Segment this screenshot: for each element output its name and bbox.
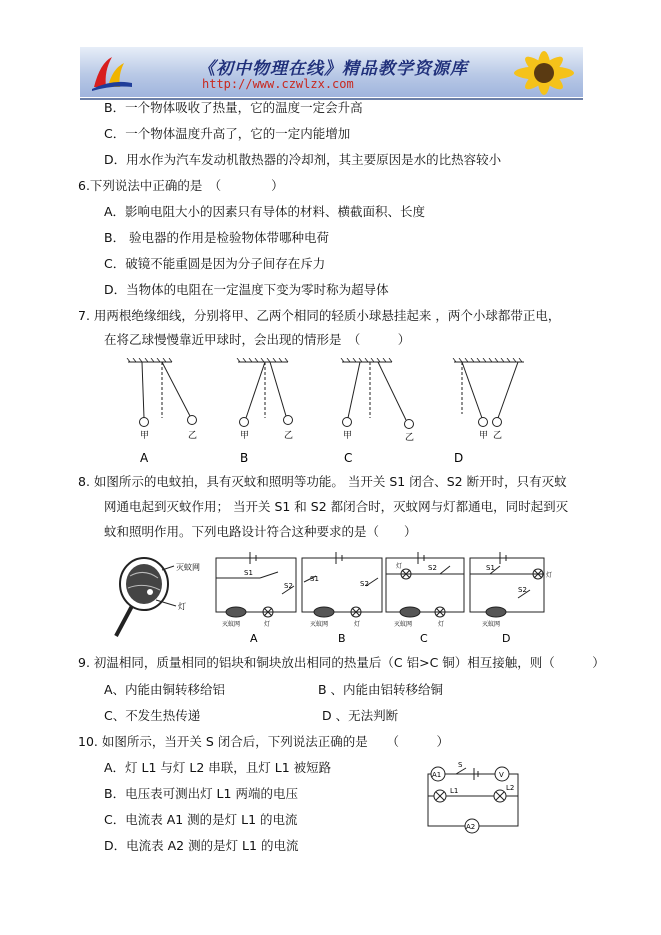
q10-option-c: C．电流表 A1 测的是灯 L1 的电流 [104, 812, 298, 827]
mosquito-swatter-icon [116, 558, 176, 636]
q10-s-label: S [458, 761, 463, 769]
q7-option-c-diagram [341, 358, 414, 429]
q10-l1-label: L1 [450, 787, 459, 795]
site-logo-icon [90, 53, 134, 93]
q8d-lamp: 灯 [546, 572, 553, 579]
q8-circuit-c [386, 552, 464, 617]
q8b-s1: S1 [310, 575, 319, 583]
q6-stem: 6.下列说法中正确的是 （ ） [78, 178, 284, 193]
q8-stem: 8. 如图所示的电蚊拍，具有灭蚊和照明等功能。 当开关 S1 闭合、S2 断开时，只有灭蚊 [78, 474, 567, 489]
q7-ball-label: 乙 [405, 433, 415, 443]
q8-label-b: B [338, 632, 346, 645]
q7-label-b: B [240, 451, 249, 465]
q7-ball-label: 甲 [240, 431, 250, 441]
q10-a2-label: A2 [466, 823, 476, 831]
q9-option-b: B 、内能由铝转移给铜 [318, 682, 444, 697]
q10-v-label: V [499, 771, 504, 779]
swatter-net-label: 灭蚊网 [176, 563, 200, 572]
q8d-s1: S1 [486, 564, 495, 572]
q5-option-c: C．一个物体温度升高了，它的一定内能增加 [104, 126, 351, 141]
q6-option-a: A．影响电阻大小的因素只有导体的材料、横截面积、长度 [104, 204, 426, 219]
q8a-lamp: 灯 [264, 621, 271, 628]
q10-circuit-figure [420, 760, 530, 840]
q7-figure [120, 358, 540, 468]
q9-option-a: A、内能由铜转移给铝 [104, 682, 226, 697]
q10-option-b: B．电压表可测出灯 L1 两端的电压 [104, 786, 298, 801]
q8-stem-line2: 网通电起到灭蚊作用； 当开关 S1 和 S2 都闭合时，灭蚊网与灯都通电，同时起到灭 [104, 499, 569, 514]
q8d-net: 灭蚊网 [482, 621, 501, 628]
q7-label-a: A [140, 451, 149, 465]
q9-option-d: D 、无法判断 [322, 708, 399, 723]
q10-a1-label: A1 [432, 771, 442, 779]
q7-option-b-diagram [237, 358, 293, 427]
q8c-lamp-top: 灯 [396, 563, 403, 570]
q7-stem: 7. 用两根绝缘细线，分别将甲、乙两个相同的轻质小球悬挂起来 ，两个小球都带正电， [78, 308, 561, 323]
header-banner [80, 47, 583, 97]
q8-stem-line3: 蚊和照明作用。下列电路设计符合这种要求的是（ ） [104, 524, 417, 539]
q8d-s2: S2 [518, 586, 527, 594]
banner-title: 《初中物理在线》精品教学资源库 [198, 59, 468, 79]
q10-option-a: A．灯 L1 与灯 L2 串联，且灯 L1 被短路 [104, 760, 332, 775]
q7-ball-label: 甲 [140, 431, 150, 441]
q10-stem: 10. 如图所示，当开关 S 闭合后，下列说法正确的是 （ ） [78, 734, 449, 749]
q8b-lamp: 灯 [354, 621, 361, 628]
q8a-s1: S1 [244, 569, 253, 577]
q8a-net: 灭蚊网 [222, 621, 241, 628]
q8-label-d: D [502, 632, 511, 645]
q7-ball-label: 乙 [493, 431, 503, 441]
sunflower-icon [509, 49, 579, 97]
q8a-s2: S2 [284, 582, 293, 590]
q9-option-c: C、不发生热传递 [104, 708, 201, 723]
q8-label-c: C [420, 632, 428, 645]
q6-option-b: B． 验电器的作用是检验物体带哪种电荷 [104, 230, 330, 245]
q7-ball-label: 甲 [479, 431, 489, 441]
q7-ball-label: 乙 [188, 431, 198, 441]
q7-label-d: D [454, 451, 464, 465]
q8c-s2: S2 [428, 564, 437, 572]
q8c-net: 灭蚊网 [394, 621, 413, 628]
q8b-net: 灭蚊网 [310, 621, 329, 628]
q5-option-d: D．用水作为汽车发动机散热器的冷却剂，其主要原因是水的比热容较小 [104, 152, 502, 167]
q6-option-c: C．破镜不能重圆是因为分子间存在斥力 [104, 256, 326, 271]
q6-option-d: D．当物体的电阻在一定温度下变为零时称为超导体 [104, 282, 389, 297]
swatter-lamp-label: 灯 [178, 602, 186, 611]
q10-option-d: D．电流表 A2 测的是灯 L1 的电流 [104, 838, 299, 853]
q7-option-d-diagram [453, 358, 524, 427]
q8-figure [110, 548, 560, 648]
q8-label-a: A [250, 632, 258, 645]
banner-url: http://www.czwlzx.com [202, 77, 354, 91]
q7-ball-label: 甲 [343, 431, 353, 441]
q9-stem: 9. 初温相同，质量相同的铝块和铜块放出相同的热量后（C 铝>C 铜）相互接触，则（ ） [78, 655, 605, 670]
q8-circuit-d [470, 552, 544, 617]
q7-option-a-diagram [127, 358, 197, 427]
q7-ball-label: 乙 [284, 431, 294, 441]
q7-stem-line2: 在将乙球慢慢靠近甲球时，会出现的情形是 （ ） [104, 332, 411, 347]
q7-label-c: C [344, 451, 353, 465]
q8-circuit-b [302, 552, 382, 617]
q8b-s2: S2 [360, 580, 369, 588]
q8c-lamp: 灯 [438, 621, 445, 628]
q10-l2-label: L2 [506, 784, 515, 792]
q5-option-b: B．一个物体吸收了热量，它的温度一定会升高 [104, 100, 363, 115]
